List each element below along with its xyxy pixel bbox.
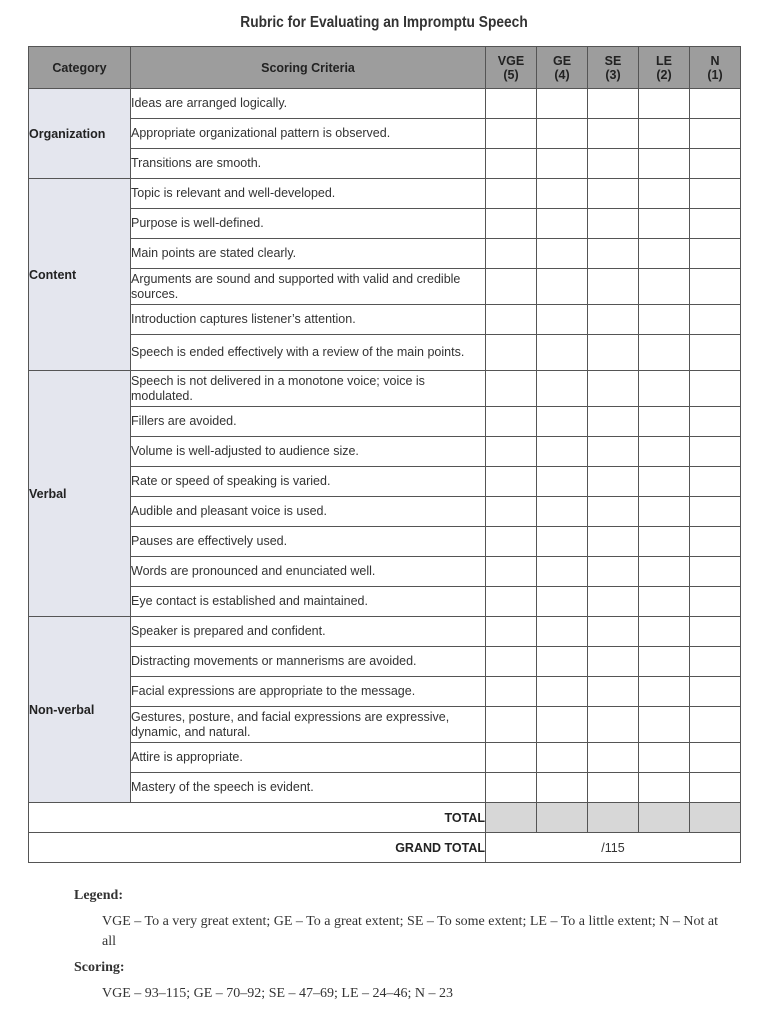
rating-header-vge [486, 47, 537, 89]
score-cell-n[interactable] [690, 89, 741, 119]
score-cell-se[interactable] [588, 773, 639, 803]
score-cell-le[interactable] [639, 467, 690, 497]
criteria-text: Main points are stated clearly. [131, 239, 486, 269]
score-cell-le[interactable] [639, 335, 690, 371]
score-cell-le[interactable] [639, 773, 690, 803]
score-cell-vge[interactable] [486, 239, 537, 269]
criteria-row [29, 467, 741, 497]
criteria-text: Purpose is well-defined. [131, 209, 486, 239]
score-cell-le[interactable] [639, 119, 690, 149]
rating-code: SE [604, 53, 622, 68]
score-cell-n[interactable] [690, 335, 741, 371]
total-cell-vge[interactable] [486, 803, 537, 833]
criteria-text: Arguments are sound and supported with valid and credible sources. [131, 269, 486, 305]
score-cell-n[interactable] [690, 773, 741, 803]
scoring-heading: Scoring: [74, 960, 125, 975]
criteria-row [29, 209, 741, 239]
score-cell-vge[interactable] [486, 617, 537, 647]
criteria-text: Rate or speed of speaking is varied. [131, 467, 486, 497]
category-header: Category [29, 47, 131, 89]
score-cell-le[interactable] [639, 437, 690, 467]
score-cell-vge[interactable] [486, 269, 537, 305]
criteria-row [29, 371, 741, 407]
criteria-text: Eye contact is established and maintained. [131, 587, 486, 617]
rating-header-se [588, 47, 639, 89]
criteria-row [29, 617, 741, 647]
score-cell-ge[interactable] [537, 743, 588, 773]
score-cell-se[interactable] [588, 587, 639, 617]
score-cell-vge[interactable] [486, 647, 537, 677]
score-cell-n[interactable] [690, 527, 741, 557]
score-cell-ge[interactable] [537, 89, 588, 119]
score-cell-se[interactable] [588, 467, 639, 497]
score-cell-le[interactable] [639, 677, 690, 707]
score-cell-se[interactable] [588, 617, 639, 647]
score-cell-se[interactable] [588, 407, 639, 437]
score-cell-ge[interactable] [537, 467, 588, 497]
score-cell-se[interactable] [588, 371, 639, 407]
total-cell-se[interactable] [588, 803, 639, 833]
score-cell-se[interactable] [588, 149, 639, 179]
criteria-text: Speech is ended effectively with a review of the main points. [131, 335, 486, 371]
score-cell-se[interactable] [588, 335, 639, 371]
legend-text: VGE – To a very great extent; GE – To a great extent; SE – To some extent; LE – To a little extent; N – Not at all [102, 914, 718, 949]
score-cell-vge[interactable] [486, 407, 537, 437]
legend-section [74, 888, 734, 1012]
criteria-row [29, 707, 741, 743]
criteria-text: Attire is appropriate. [131, 743, 486, 773]
score-cell-ge[interactable] [537, 617, 588, 647]
score-cell-n[interactable] [690, 437, 741, 467]
score-cell-n[interactable] [690, 149, 741, 179]
score-cell-se[interactable] [588, 707, 639, 743]
criteria-text: Words are pronounced and enunciated well. [131, 557, 486, 587]
rating-value: (1) [707, 67, 723, 82]
rating-value: (5) [503, 67, 519, 82]
total-row [29, 803, 741, 833]
header-row [29, 47, 741, 89]
score-cell-n[interactable] [690, 587, 741, 617]
criteria-row [29, 149, 741, 179]
score-cell-vge[interactable] [486, 335, 537, 371]
score-cell-se[interactable] [588, 179, 639, 209]
score-cell-n[interactable] [690, 707, 741, 743]
score-cell-se[interactable] [588, 209, 639, 239]
criteria-row [29, 773, 741, 803]
score-cell-ge[interactable] [537, 149, 588, 179]
score-cell-le[interactable] [639, 179, 690, 209]
rating-header-ge [537, 47, 588, 89]
criteria-text: Audible and pleasant voice is used. [131, 497, 486, 527]
score-cell-le[interactable] [639, 209, 690, 239]
score-cell-vge[interactable] [486, 527, 537, 557]
score-cell-le[interactable] [639, 269, 690, 305]
rating-value: (3) [605, 67, 621, 82]
criteria-row [29, 179, 741, 209]
criteria-text: Mastery of the speech is evident. [131, 773, 486, 803]
criteria-row [29, 647, 741, 677]
score-cell-ge[interactable] [537, 119, 588, 149]
grand-total-cell[interactable]: /115 [486, 833, 741, 863]
score-cell-vge[interactable] [486, 209, 537, 239]
score-cell-vge[interactable] [486, 497, 537, 527]
score-cell-le[interactable] [639, 527, 690, 557]
criteria-text: Appropriate organizational pattern is observed. [131, 119, 486, 149]
score-cell-ge[interactable] [537, 407, 588, 437]
score-cell-se[interactable] [588, 527, 639, 557]
score-cell-vge[interactable] [486, 119, 537, 149]
category-cell: Organization [29, 89, 131, 179]
score-cell-n[interactable] [690, 497, 741, 527]
score-cell-se[interactable] [588, 89, 639, 119]
grand-total-row [29, 833, 741, 863]
total-label: TOTAL [29, 803, 486, 833]
score-cell-vge[interactable] [486, 179, 537, 209]
score-cell-se[interactable] [588, 269, 639, 305]
score-cell-le[interactable] [639, 305, 690, 335]
score-cell-le[interactable] [639, 89, 690, 119]
criteria-row [29, 119, 741, 149]
criteria-row [29, 269, 741, 305]
criteria-text: Fillers are avoided. [131, 407, 486, 437]
score-cell-le[interactable] [639, 497, 690, 527]
rating-value: (4) [554, 67, 570, 82]
score-cell-le[interactable] [639, 239, 690, 269]
score-cell-vge[interactable] [486, 437, 537, 467]
score-cell-vge[interactable] [486, 467, 537, 497]
score-cell-le[interactable] [639, 371, 690, 407]
criteria-row [29, 557, 741, 587]
criteria-row [29, 239, 741, 269]
score-cell-vge[interactable] [486, 557, 537, 587]
score-cell-le[interactable] [639, 149, 690, 179]
rating-value: (2) [656, 67, 672, 82]
total-cell-le[interactable] [639, 803, 690, 833]
score-cell-ge[interactable] [537, 335, 588, 371]
score-cell-vge[interactable] [486, 371, 537, 407]
score-cell-n[interactable] [690, 647, 741, 677]
criteria-row [29, 305, 741, 335]
criteria-row [29, 407, 741, 437]
score-cell-le[interactable] [639, 587, 690, 617]
score-cell-se[interactable] [588, 647, 639, 677]
score-cell-se[interactable] [588, 497, 639, 527]
score-cell-n[interactable] [690, 407, 741, 437]
score-cell-ge[interactable] [537, 677, 588, 707]
criteria-text: Pauses are effectively used. [131, 527, 486, 557]
score-cell-ge[interactable] [537, 269, 588, 305]
score-cell-ge[interactable] [537, 557, 588, 587]
score-cell-n[interactable] [690, 557, 741, 587]
score-cell-vge[interactable] [486, 89, 537, 119]
category-cell: Verbal [29, 371, 131, 617]
score-cell-ge[interactable] [537, 527, 588, 557]
score-cell-ge[interactable] [537, 179, 588, 209]
criteria-text: Speaker is prepared and confident. [131, 617, 486, 647]
score-cell-n[interactable] [690, 677, 741, 707]
score-cell-ge[interactable] [537, 239, 588, 269]
rating-header-n [690, 47, 741, 89]
score-cell-n[interactable] [690, 305, 741, 335]
score-cell-se[interactable] [588, 557, 639, 587]
score-cell-n[interactable] [690, 209, 741, 239]
criteria-row [29, 89, 741, 119]
score-cell-vge[interactable] [486, 743, 537, 773]
score-cell-vge[interactable] [486, 149, 537, 179]
category-cell: Non-verbal [29, 617, 131, 803]
score-cell-ge[interactable] [537, 371, 588, 407]
score-cell-n[interactable] [690, 269, 741, 305]
score-cell-vge[interactable] [486, 305, 537, 335]
criteria-text: Topic is relevant and well-developed. [131, 179, 486, 209]
score-cell-le[interactable] [639, 707, 690, 743]
criteria-text: Ideas are arranged logically. [131, 89, 486, 119]
rating-code: VGE [497, 53, 525, 68]
score-cell-n[interactable] [690, 179, 741, 209]
criteria-text: Volume is well-adjusted to audience size. [131, 437, 486, 467]
criteria-header: Scoring Criteria [131, 47, 486, 89]
criteria-row [29, 437, 741, 467]
criteria-row [29, 587, 741, 617]
score-cell-ge[interactable] [537, 437, 588, 467]
criteria-row [29, 743, 741, 773]
score-cell-n[interactable] [690, 371, 741, 407]
score-cell-vge[interactable] [486, 677, 537, 707]
score-cell-se[interactable] [588, 305, 639, 335]
category-cell: Content [29, 179, 131, 371]
criteria-row [29, 677, 741, 707]
rating-header-le [639, 47, 690, 89]
score-cell-ge[interactable] [537, 647, 588, 677]
score-cell-se[interactable] [588, 743, 639, 773]
score-cell-se[interactable] [588, 239, 639, 269]
rubric-table [28, 46, 741, 863]
rating-code: LE [656, 53, 672, 68]
total-cell-n[interactable] [690, 803, 741, 833]
criteria-text: Distracting movements or mannerisms are avoided. [131, 647, 486, 677]
score-cell-n[interactable] [690, 119, 741, 149]
score-cell-ge[interactable] [537, 305, 588, 335]
criteria-text: Gestures, posture, and facial expressions are expressive, dynamic, and natural. [131, 707, 486, 743]
criteria-row [29, 527, 741, 557]
rating-code: N [710, 53, 720, 68]
criteria-text: Facial expressions are appropriate to the message. [131, 677, 486, 707]
score-cell-ge[interactable] [537, 773, 588, 803]
score-cell-n[interactable] [690, 239, 741, 269]
criteria-text: Introduction captures listener’s attention. [131, 305, 486, 335]
score-cell-se[interactable] [588, 437, 639, 467]
rubric-body [29, 89, 741, 803]
grand-total-label: GRAND TOTAL [29, 833, 486, 863]
score-cell-n[interactable] [690, 617, 741, 647]
criteria-row [29, 497, 741, 527]
criteria-text: Transitions are smooth. [131, 149, 486, 179]
score-cell-le[interactable] [639, 617, 690, 647]
total-cell-ge[interactable] [537, 803, 588, 833]
score-cell-ge[interactable] [537, 209, 588, 239]
legend-heading: Legend: [74, 888, 123, 903]
score-cell-le[interactable] [639, 407, 690, 437]
score-cell-ge[interactable] [537, 587, 588, 617]
score-cell-vge[interactable] [486, 707, 537, 743]
score-cell-n[interactable] [690, 743, 741, 773]
score-cell-le[interactable] [639, 743, 690, 773]
scoring-text: VGE – 93–115; GE – 70–92; SE – 47–69; LE – 24–46; N – 23 [102, 986, 454, 1001]
score-cell-ge[interactable] [537, 707, 588, 743]
page-title: Rubric for Evaluating an Impromptu Speech [240, 14, 528, 31]
score-cell-n[interactable] [690, 467, 741, 497]
score-cell-se[interactable] [588, 677, 639, 707]
score-cell-vge[interactable] [486, 773, 537, 803]
score-cell-se[interactable] [588, 119, 639, 149]
score-cell-ge[interactable] [537, 497, 588, 527]
rating-code: GE [552, 53, 572, 68]
score-cell-le[interactable] [639, 557, 690, 587]
score-cell-vge[interactable] [486, 587, 537, 617]
criteria-row [29, 335, 741, 371]
score-cell-le[interactable] [639, 647, 690, 677]
criteria-text: Speech is not delivered in a monotone voice; voice is modulated. [131, 371, 486, 407]
